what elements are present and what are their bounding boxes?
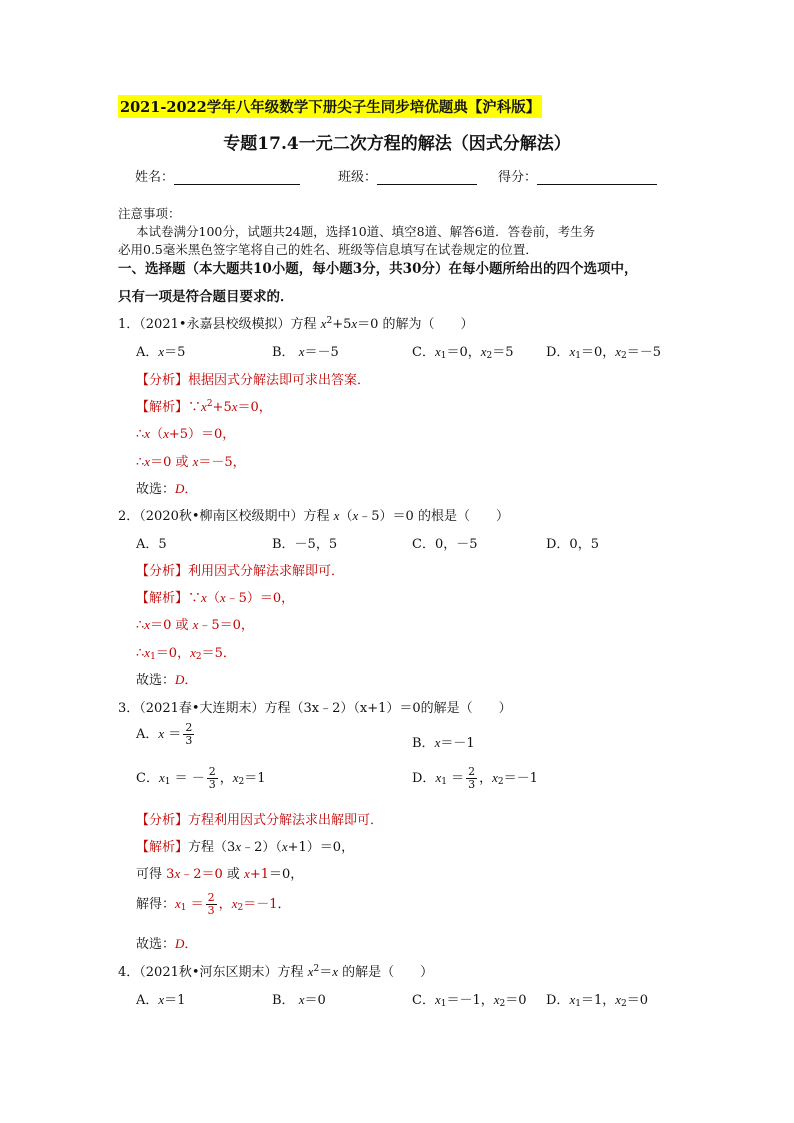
- name-field[interactable]: [135, 166, 300, 185]
- name-label: 姓名：: [135, 170, 175, 185]
- q1-analysis: 【分析】根据因式分解法即可求出答案．: [136, 373, 371, 388]
- q1-solution-3: ∴x＝0 或 x＝－5，: [136, 454, 246, 470]
- q3-option-b[interactable]: B．x＝－1: [412, 735, 475, 751]
- q2-option-c[interactable]: C．0，－5: [412, 537, 478, 552]
- q2-option-d[interactable]: D．0，5: [546, 537, 599, 552]
- section-heading-2: 只有一项是符合题目要求的．: [118, 289, 294, 305]
- q2-analysis: 【分析】利用因式分解法求解即可．: [136, 564, 345, 579]
- score-blank: [537, 170, 657, 185]
- q1-option-c[interactable]: C．$x_1=0$，$x_2=5$: [412, 344, 514, 361]
- q4-option-c[interactable]: C．$x_1=-1$，$x_2=0$: [412, 992, 527, 1009]
- notice-line-1: 本试卷满分100分，试题共24题，选择10道、填空8道、解答6道．答卷前，考生务: [136, 224, 596, 239]
- notice-title: 注意事项：: [118, 206, 181, 221]
- series-title: 2021-2022学年八年级数学下册尖子生同步培优题典【沪科版】: [118, 95, 542, 118]
- q1-answer: 故选：D．: [136, 481, 198, 497]
- q4-option-b[interactable]: B． x＝0: [272, 992, 326, 1008]
- q2-solution-1: 【解析】∵x（x﹣5）＝0，: [136, 590, 295, 606]
- notice-line-2: 必用0.5毫米黑色签字笔将自己的姓名、班级等信息填写在试卷规定的位置．: [118, 242, 538, 257]
- q2-solution-2: ∴x＝0 或 x﹣5＝0，: [136, 617, 254, 633]
- q2-option-a[interactable]: A．5: [136, 537, 167, 552]
- section-heading-1: 一、选择题（本大题共10小题，每小题3分，共30分）在每小题所给出的四个选项中，: [118, 261, 638, 277]
- q1-solution-1: 【解析】$\because x^2+5x=0$，: [136, 399, 272, 415]
- q3-solution-2: 可得 3x﹣2＝0 或 x+1＝0，: [136, 866, 304, 882]
- question-3-stem: 3．（2021春•大连期末）方程（3x﹣2）（x+1）＝0的解是（ ）: [118, 701, 512, 716]
- q3-option-a[interactable]: A．x ＝ $\frac{2}{3}$: [136, 721, 193, 747]
- q1-option-d[interactable]: D．$x_1=0$，$x_2=-5$: [546, 344, 662, 361]
- question-2-stem: 2．（2020秋•柳南区校级期中）方程 x（x﹣5）＝0 的根是（ ）: [118, 508, 509, 524]
- score-label: 得分：: [498, 170, 538, 185]
- q3-option-c[interactable]: C．$x_1$ ＝ － $\frac{2}{3}$ ，$x_2=1$: [136, 765, 266, 791]
- page-title: 专题17.4一元二次方程的解法（因式分解法）: [223, 134, 571, 154]
- q3-analysis: 【分析】方程利用因式分解法求出解即可．: [136, 813, 384, 828]
- question-1-stem: 1．（2021•永嘉县校级模拟）方程 $x^2+5x=0$ 的解为（ ）: [118, 316, 474, 332]
- class-blank: [377, 170, 477, 185]
- q2-option-b[interactable]: B．－5，5: [272, 537, 338, 552]
- q3-option-d[interactable]: D．$x_1$ ＝ $\frac{2}{3}$ ，$x_2=-1$: [412, 765, 538, 791]
- question-4-stem: 4．（2021秋•河东区期末）方程 $x^2=x$ 的解是（ ）: [118, 964, 434, 980]
- q1-solution-2: ∴x（x+5）＝0，: [136, 426, 236, 442]
- name-blank: [174, 170, 300, 185]
- q2-answer: 故选：D．: [136, 672, 198, 688]
- class-label: 班级：: [338, 170, 378, 185]
- q3-answer: 故选：D．: [136, 936, 198, 952]
- q2-solution-3: $\therefore x_1=0$，$x_2=5$．: [136, 645, 236, 662]
- score-field[interactable]: [498, 166, 657, 185]
- q4-option-a[interactable]: A．x＝1: [136, 992, 186, 1008]
- q3-solution-3: 解得：$x_1$ ＝ $\frac{2}{3}$ ，$x_2=-1$．: [136, 891, 291, 917]
- q3-solution-1: 【解析】方程（3x﹣2）（x+1）＝0，: [136, 839, 355, 855]
- q1-option-b[interactable]: B． x＝－5: [272, 344, 339, 360]
- q4-option-d[interactable]: D．$x_1=1$，$x_2=0$: [546, 992, 649, 1009]
- q1-option-a[interactable]: A．x＝5: [136, 344, 186, 360]
- class-field[interactable]: [338, 166, 477, 185]
